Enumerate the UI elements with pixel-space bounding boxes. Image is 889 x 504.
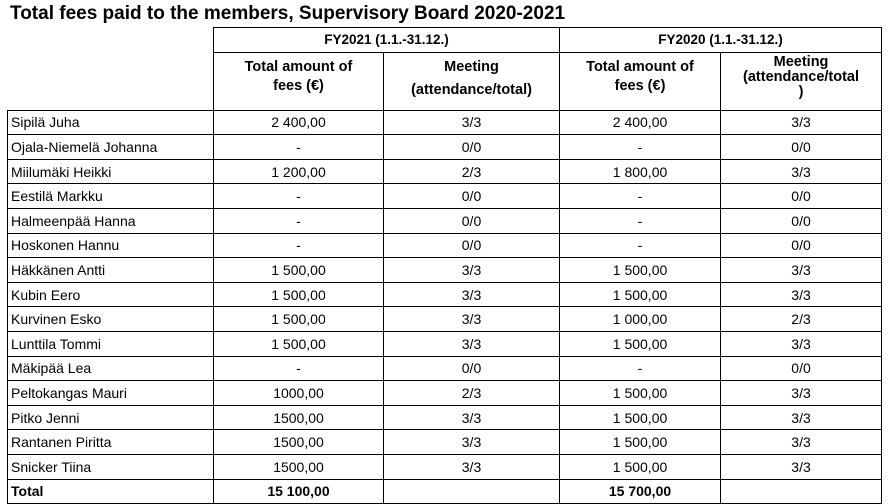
fees-2021-cell: - (214, 135, 384, 160)
member-name: Hoskonen Hannu (8, 233, 214, 258)
table-row (8, 184, 882, 209)
meeting-2021-cell: 0/0 (384, 135, 560, 160)
fees-2020-cell: 1 500,00 (560, 454, 721, 479)
fees-2021-cell: 1 500,00 (214, 331, 384, 356)
corner-cell (8, 28, 214, 111)
meeting-2021-cell: 3/3 (384, 307, 560, 332)
fees-2020-cell: - (560, 208, 721, 233)
table-row (8, 381, 882, 406)
total-meeting-2021 (384, 479, 560, 504)
meeting-2020-cell: 3/3 (721, 159, 882, 184)
meeting-2021-cell: 3/3 (384, 331, 560, 356)
table-row (8, 233, 882, 258)
fees-2021-cell: 1500,00 (214, 430, 384, 455)
fees-2021-cell: 1500,00 (214, 454, 384, 479)
fees-2021-cell: 1500,00 (214, 405, 384, 430)
meeting-2020-cell: 0/0 (721, 356, 882, 381)
table-row (8, 454, 882, 479)
table-row (8, 208, 882, 233)
member-name: Sipilä Juha (8, 110, 214, 135)
fees-2020-cell: 1 500,00 (560, 381, 721, 406)
table-row (8, 331, 882, 356)
meeting-2020-cell: 3/3 (721, 258, 882, 283)
fees-2021-cell: - (214, 233, 384, 258)
meeting-2021-cell: 0/0 (384, 356, 560, 381)
fy2020-meeting-header (721, 52, 882, 110)
meeting-2021-cell: 3/3 (384, 430, 560, 455)
fees-2020-cell: - (560, 184, 721, 209)
fees-2020-cell: - (560, 356, 721, 381)
member-name: Pitko Jenni (8, 405, 214, 430)
fy2020-fees-header (560, 52, 721, 110)
fees-2020-cell: 1 500,00 (560, 282, 721, 307)
fees-2020-cell: 1 800,00 (560, 159, 721, 184)
meeting-2020-cell: 0/0 (721, 135, 882, 160)
fees-2020-cell: - (560, 135, 721, 160)
meeting-2021-cell: 3/3 (384, 454, 560, 479)
meeting-2021-cell: 3/3 (384, 405, 560, 430)
total-label: Total (8, 479, 214, 504)
fy2020-meeting-header-line2: (attendance/total (743, 68, 860, 85)
meeting-2021-cell: 2/3 (384, 381, 560, 406)
period-header-row (8, 28, 882, 53)
meeting-2020-cell: 0/0 (721, 208, 882, 233)
meeting-2020-cell: 0/0 (721, 184, 882, 209)
meeting-2021-cell: 2/3 (384, 159, 560, 184)
total-fees-2021: 15 100,00 (214, 479, 384, 504)
fees-2021-cell: 1 500,00 (214, 258, 384, 283)
fees-2021-cell: 2 400,00 (214, 110, 384, 135)
fees-2020-cell: 1 500,00 (560, 430, 721, 455)
meeting-2020-cell: 3/3 (721, 381, 882, 406)
fy2021-fees-header-line1: Total amount of (244, 58, 353, 75)
table-row (8, 110, 882, 135)
member-name: Kubin Eero (8, 282, 214, 307)
meeting-2020-cell: 0/0 (721, 233, 882, 258)
member-name: Lunttila Tommi (8, 331, 214, 356)
member-name: Kurvinen Esko (8, 307, 214, 332)
fees-2020-cell: 1 500,00 (560, 331, 721, 356)
member-name: Snicker Tiina (8, 454, 214, 479)
fy2020-meeting-header-line3: ) (798, 83, 804, 100)
total-meeting-2020 (721, 479, 882, 504)
fees-2020-cell: 2 400,00 (560, 110, 721, 135)
member-name: Häkkänen Antti (8, 258, 214, 283)
table-row (8, 282, 882, 307)
fees-2021-cell: 1 500,00 (214, 307, 384, 332)
fees-2020-cell: 1 000,00 (560, 307, 721, 332)
member-name: Miilumäki Heikki (8, 159, 214, 184)
meeting-2021-cell: 0/0 (384, 184, 560, 209)
meeting-2020-cell: 3/3 (721, 454, 882, 479)
meeting-2020-cell: 3/3 (721, 430, 882, 455)
meeting-2020-cell: 3/3 (721, 110, 882, 135)
member-name: Peltokangas Mauri (8, 381, 214, 406)
fy2021-meeting-header (384, 52, 560, 110)
meeting-2021-cell: 0/0 (384, 208, 560, 233)
meeting-2021-cell: 0/0 (384, 233, 560, 258)
fees-2021-cell: - (214, 356, 384, 381)
table-row (8, 356, 882, 381)
meeting-2020-cell: 3/3 (721, 282, 882, 307)
meeting-2020-cell: 2/3 (721, 307, 882, 332)
meeting-2020-cell: 3/3 (721, 331, 882, 356)
table-row (8, 405, 882, 430)
fy2021-fees-header-line2: fees (€) (273, 77, 324, 94)
table-row (8, 135, 882, 160)
fy2021-fees-header (214, 52, 384, 110)
total-row (8, 479, 882, 504)
meeting-2020-cell: 3/3 (721, 405, 882, 430)
table-row (8, 307, 882, 332)
fy2021-meeting-header-line2: (attendance/total) (411, 81, 532, 98)
fees-2020-cell: - (560, 233, 721, 258)
table-row (8, 430, 882, 455)
meeting-2021-cell: 3/3 (384, 258, 560, 283)
fy2020-header: FY2020 (1.1.-31.12.) (560, 28, 882, 53)
meeting-2021-cell: 3/3 (384, 282, 560, 307)
fees-2021-cell: - (214, 208, 384, 233)
fy2020-fees-header-line2: fees (€) (614, 77, 666, 94)
fees-2020-cell: 1 500,00 (560, 405, 721, 430)
fy2021-header: FY2021 (1.1.-31.12.) (214, 28, 560, 53)
member-name: Ojala-Niemelä Johanna (8, 135, 214, 160)
member-name: Halmeenpää Hanna (8, 208, 214, 233)
fees-2021-cell: 1 200,00 (214, 159, 384, 184)
fees-2021-cell: - (214, 184, 384, 209)
member-name: Eestilä Markku (8, 184, 214, 209)
member-name: Mäkipää Lea (8, 356, 214, 381)
fy2021-meeting-header-line1: Meeting (444, 58, 499, 75)
member-name: Rantanen Piritta (8, 430, 214, 455)
fees-2021-cell: 1 500,00 (214, 282, 384, 307)
fees-table (7, 27, 882, 504)
table-row (8, 159, 882, 184)
table-row (8, 258, 882, 283)
fees-2020-cell: 1 500,00 (560, 258, 721, 283)
fees-2021-cell: 1000,00 (214, 381, 384, 406)
fy2020-meeting-header-line1: Meeting (773, 53, 829, 70)
fy2020-fees-header-line1: Total amount of (586, 58, 694, 75)
meeting-2021-cell: 3/3 (384, 110, 560, 135)
page-title: Total fees paid to the members, Supervisory Board 2020-2021 (10, 3, 566, 24)
total-fees-2020: 15 700,00 (560, 479, 721, 504)
member-rows (8, 110, 882, 479)
